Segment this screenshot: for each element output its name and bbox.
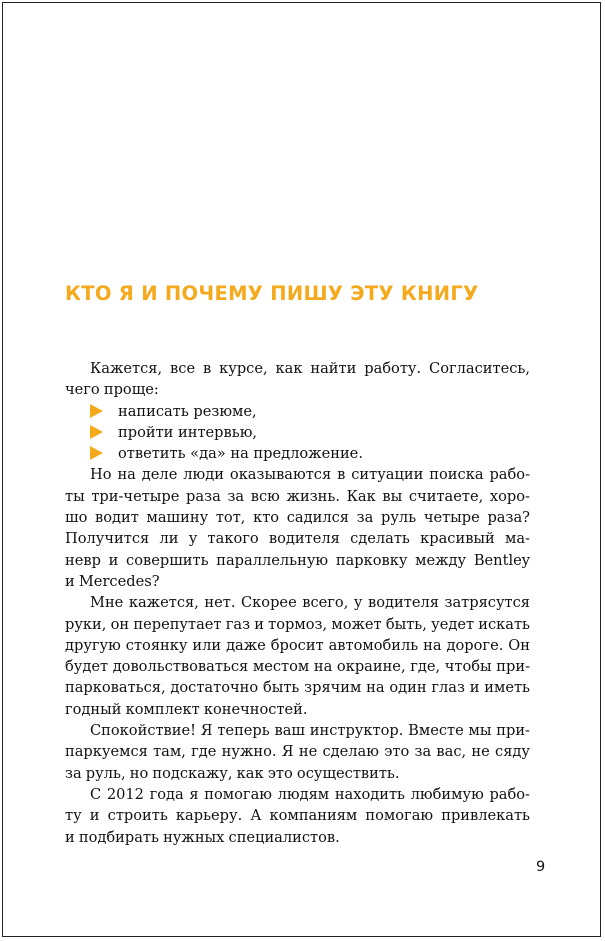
text-line: и Mercedes? — [65, 572, 160, 590]
text-line: руки, он перепутает газ и тормоз, может быть, уедет искать — [65, 615, 530, 633]
text-line: Кажется, все в курсе, как найти работу. Согласитесь, — [90, 360, 530, 377]
bullet-item — [65, 401, 530, 422]
bullet-text: написать резюме, — [118, 402, 257, 420]
chapter-title: КТО Я И ПОЧЕМУ ПИШУ ЭТУ КНИГУ — [65, 282, 479, 305]
bullet-item — [65, 443, 530, 464]
text-line: другую стоянку или даже бросит автомобиль на дороге. Он — [65, 636, 530, 654]
text-line: будет довольствоваться местом на окраине, где, чтобы при- — [65, 658, 530, 676]
triangle-bullet-icon — [90, 446, 103, 460]
text-line: Мне кажется, нет. Скорее всего, у водителя затрясутся — [90, 594, 530, 612]
text-line: шо водит машину тот, кто садился за руль четыре раза? — [65, 509, 530, 527]
book-page — [2, 2, 601, 937]
bullet-item — [65, 422, 530, 443]
text-line: Но на деле люди оказываются в ситуации поиска рабо- — [90, 466, 530, 484]
text-line: годный комплект конечностей. — [65, 700, 308, 718]
text-line: за руль, но подскажу, как это осуществить. — [65, 764, 400, 782]
text-line: невр и совершить параллельную парковку между Bentley — [65, 551, 530, 569]
triangle-bullet-icon — [90, 425, 103, 439]
body-text — [65, 358, 530, 848]
text-line: ты три-четыре раза за всю жизнь. Как вы считаете, хоро- — [65, 487, 530, 505]
text-line: и подбирать нужных специалистов. — [65, 828, 340, 846]
text-line: парковаться, достаточно быть зрячим на один глаз и иметь — [65, 679, 530, 697]
triangle-bullet-icon — [90, 404, 103, 418]
text-line: Спокойствие! Я теперь ваш инструктор. Вместе мы при- — [90, 722, 530, 740]
page-number: 9 — [536, 859, 546, 875]
text-line: чего проще: — [65, 381, 159, 399]
text-line: ту и строить карьеру. А компаниям помогаю привлекать — [65, 807, 530, 825]
text-line: паркуемся там, где нужно. Я не сделаю это за вас, не сяду — [65, 743, 530, 761]
text-line: С 2012 года я помогаю людям находить любимую рабо- — [90, 785, 530, 803]
bullet-text: ответить «да» на предложение. — [118, 445, 363, 463]
bullet-text: пройти интервью, — [118, 423, 258, 441]
text-line: Получится ли у такого водителя сделать красивый ма- — [65, 530, 530, 548]
